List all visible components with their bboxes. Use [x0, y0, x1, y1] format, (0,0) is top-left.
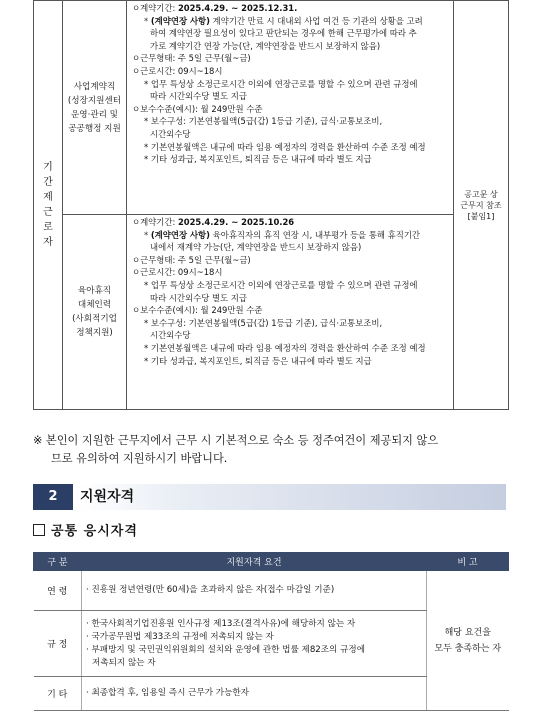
row-category: 연 령	[34, 571, 82, 611]
conditions-cell: ㅇ계약기간: 2025.4.29. ~ 2025.12.31. * (계약연장 사항) 계약기간 만료 시 대내외 사업 여건 등 기관의 상황을 고려 하여 계약연장 필요성이 있다고 판단되는 경우에 한해 근무평가에 따라 추 가로 계약기간 연장 가능(단, 계약연장을 반드시 보장하지 않음) ㅇ근무형태: 주 5일 근무(월~금) ㅇ근로시간: 09시~18시 * 업무 특성상 소정근로시간 이외에 연장근로를 명할 수 있으며 관련 규정에 따라 시간외수당 별도 지급 ㅇ보수수준(예시): 월 249만원 수준 * 보수구성: 기본연봉월액(5급(갑) 1등급 기준), 급식·교통보조비, 시간외수당 * 기본연봉월액은 내규에 따라 임용 예정자의 경력을 환산하여 수준 조정 예정 * 기타 성과급, 복지포인트, 퇴직금 등은 내규에 따라 별도 지급	[127, 1, 454, 215]
row-category: 기 타	[34, 677, 82, 711]
requirement-cell: · 진흥원 정년연령(만 60세)을 초과하지 않은 자(접수 마감일 기준)	[82, 571, 427, 611]
qualification-table	[33, 552, 509, 711]
accommodation-notice: ※ 본인이 지원한 근무지에서 근무 시 기본적으로 숙소 등 정주여건이 제공되지 않으 므로 유의하여 지원하시기 바랍니다.	[33, 434, 439, 465]
header-remarks: 비 고	[427, 553, 509, 571]
requirement-cell: · 최종합격 후, 임용일 즉시 근무가 가능한자	[82, 677, 427, 711]
section-divider	[73, 484, 76, 510]
subheading: 공통 응시자격	[33, 520, 138, 539]
job-type-cell: 육아휴직 대체인력 (사회적기업 정책지원)	[63, 215, 127, 410]
header-requirements: 지원자격 요건	[82, 553, 427, 571]
row-category: 규 정	[34, 611, 82, 677]
requirement-cell: · 한국사회적기업진흥원 인사규정 제13조(결격사유)에 해당하지 않는 자 · 국가공무원법 제33조의 규정에 저촉되지 않는 자 · 부패방지 및 국민권익위원회의 설치와 운영에 관한 법률 제82조의 규정에 저촉되지 않는 자	[82, 611, 427, 677]
section-title: 지원자격	[80, 489, 135, 505]
employment-conditions-table	[33, 0, 509, 410]
remark-cell: 공고문 상 근무지 참조 [붙임1]	[454, 1, 509, 410]
conditions-cell: ㅇ계약기간: 2025.4.29. ~ 2025.10.26 * (계약연장 사항) 육아휴직자의 휴직 연장 시, 내부평가 등을 통해 휴직기간 내에서 재계약 가능(단, 계약연장을 반드시 보장하지 않음) ㅇ근무형태: 주 5일 근무(월~금) ㅇ근로시간: 09시~18시 * 업무 특성상 소정근로시간 이외에 연장근로를 명할 수 있으며 관련 규정에 따라 시간외수당 별도 지급 ㅇ보수수준(예시): 월 249만원 수준 * 보수구성: 기본연봉월액(5급(갑) 1등급 기준), 급식·교통보조비, 시간외수당 * 기본연봉월액은 내규에 따라 임용 예정자의 경력을 환산하여 수준 조정 예정 * 기타 성과급, 복지포인트, 퇴직금 등은 내규에 따라 별도 지급	[127, 215, 454, 410]
section-number: 2	[33, 484, 73, 510]
category-cell: 기 간 제 근 로 자	[34, 1, 63, 410]
square-bullet-icon	[33, 524, 45, 536]
remark-cell: 해당 요건을 모두 충족하는 자	[427, 571, 509, 711]
header-category: 구 분	[34, 553, 82, 571]
job-type-cell: 사업계약직 (성장지원센터 운영·관리 및 공공행정 지원	[63, 1, 127, 215]
